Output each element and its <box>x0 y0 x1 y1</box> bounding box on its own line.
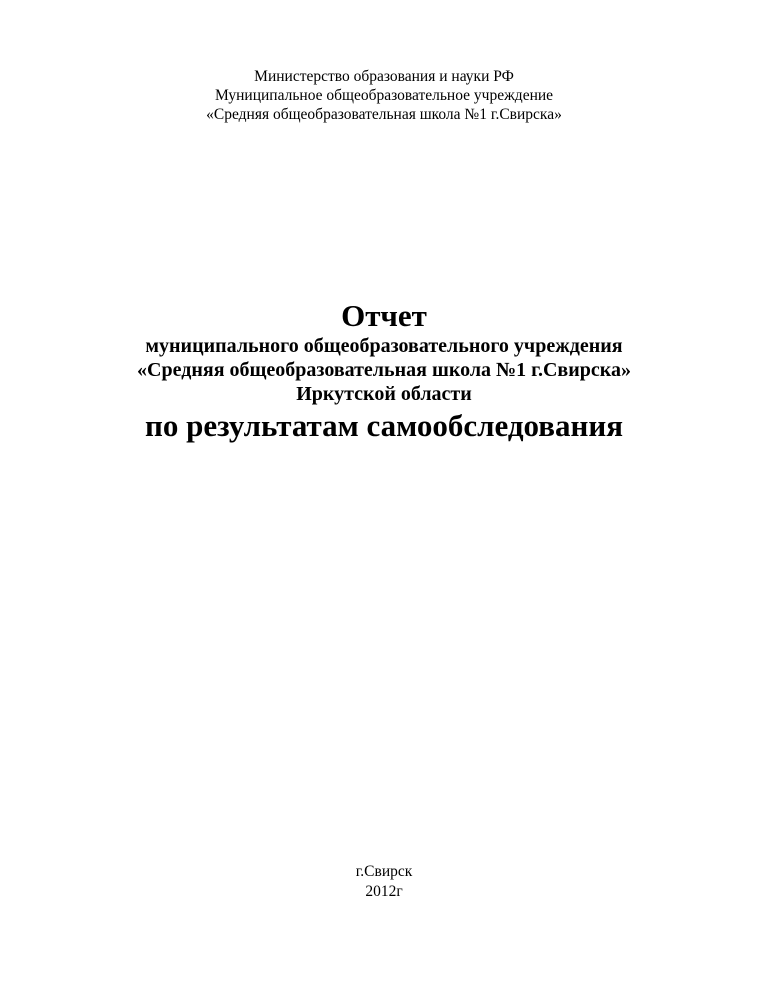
ministry-header <box>0 67 768 124</box>
ministry-line: Министерство образования и науки РФ <box>254 68 514 85</box>
report-title: Отчет <box>341 298 427 333</box>
institution-type-line: Муниципальное общеобразовательное учреждение <box>214 87 554 104</box>
school-name-line: «Средняя общеобразовательная школа №1 г.Свирска» <box>206 106 562 123</box>
footer-year: 2012г <box>365 883 403 900</box>
report-subtitle-institution: муниципального общеобразовательного учреждения <box>145 335 623 357</box>
report-subject: по результатам самообследования <box>144 408 624 443</box>
footer-city: г.Свирск <box>355 863 413 880</box>
report-subtitle-region: Иркутской области <box>296 383 472 405</box>
document-footer <box>0 862 768 902</box>
report-title-block <box>0 298 768 446</box>
report-subtitle-school: «Средняя общеобразовательная школа №1 г.Свирска» <box>137 359 631 381</box>
